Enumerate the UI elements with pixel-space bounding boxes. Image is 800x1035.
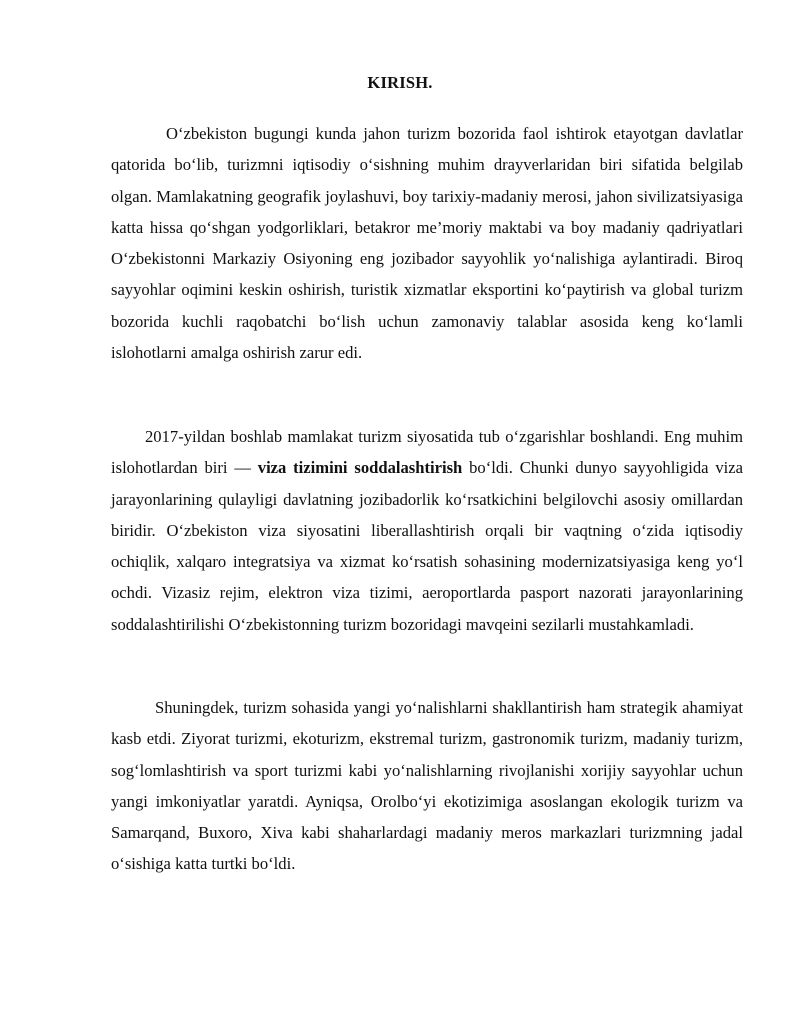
page-title: KIRISH. <box>367 73 433 92</box>
paragraph-text: 2017-yildan boshlab mamlakat turizm siyosatida tub o‘zgarishlar boshlandi. Eng muhim islohotlardan biri — <box>111 427 743 478</box>
paragraph-intro: O‘zbekiston bugungi kunda jahon turizm bozorida faol ishtirok etayotgan davlatlar qatorida bo‘lib, turizmni iqtisodiy o‘sishning muhim drayverlaridan biri sifatida belgilab olgan. Mamlakatning geografik joylashuvi, boy tarixiy-madaniy merosi, jahon sivilizatsiyasiga katta hissa qo‘shgan yodgorliklari, betakror me’moriy maktabi va boy madaniy qadriyatlari O‘zbekistonni Markaziy Osiyoning eng jozibador sayyohlik yo‘nalishiga aylantiradi. Biroq sayyohlar oqimini keskin oshirish, turistik xizmatlar eksportini ko‘paytirish va global turizm bozorida kuchli raqobatchi bo‘lish uchun zamonaviy talablar asosida keng ko‘lamli islohotlarni amalga oshirish zarur edi. <box>111 124 743 363</box>
paragraph-visa-reform <box>111 421 743 640</box>
bold-phrase: viza tizimini soddalashtirish <box>257 458 463 478</box>
paragraph-tourism-directions: Shuningdek, turizm sohasida yangi yo‘nalishlarni shakllantirish ham strategik ahamiyat kasb etdi. Ziyorat turizmi, ekoturizm, ekstremal turizm, gastronomik turizm, madaniy turizm, sog‘lomlashtirish va sport turizmi kabi yo‘nalishlarning rivojlanishi xorijiy sayyohlar uchun yangi imkoniyatlar yaratdi. Ayniqsa, Orolbo‘yi ekotizimiga asoslangan ekologik turizm va Samarqand, Buxoro, Xiva kabi shaharlardagi madaniy meros markazlari turizmning jadal o‘sishiga katta turtki bo‘ldi. <box>111 698 743 874</box>
paragraph-text: bo‘ldi. Chunki dunyo sayyohligida viza jarayonlarining qulayligi davlatning jozibadorlik ko‘rsatkichini belgilovchi asosiy omillardan biridir. O‘zbekiston viza siyosatini liberallashtirish orqali bir vaqtning o‘zida iqtisodiy ochiqlik, xalqaro integratsiya va xizmat ko‘rsatish sohasining modernizatsiyasiga keng yo‘l ochdi. Vizasiz rejim, elektron viza tizimi, aeroportlarda pasport nazorati jarayonlarining soddalashtirilishi O‘zbekistonning turizm bozoridagi mavqeini sezilarli mustahkamladi. <box>111 458 743 634</box>
